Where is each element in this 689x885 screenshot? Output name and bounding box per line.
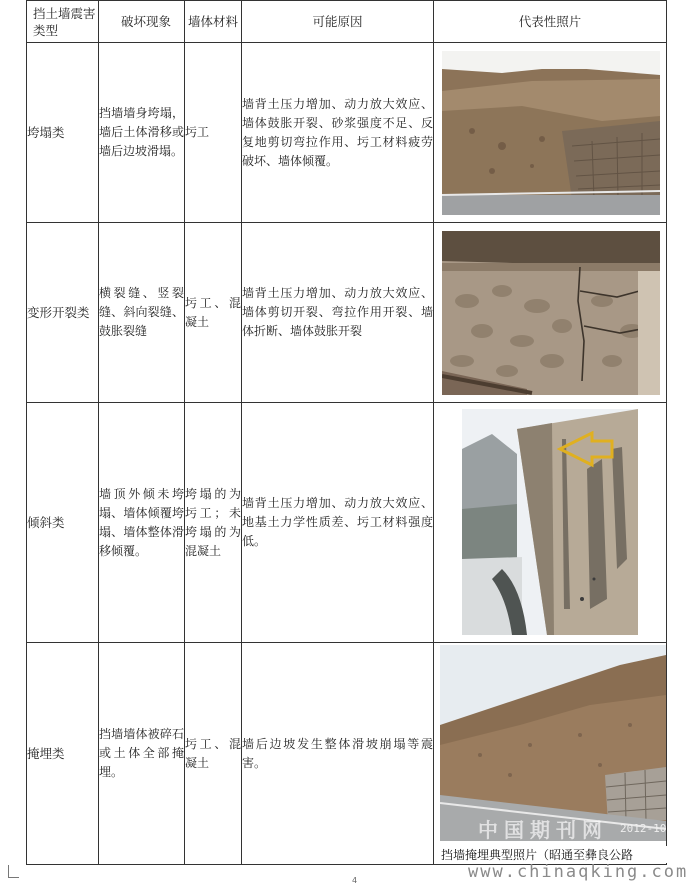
wall-material: 垮塌的为圬工；未垮塌的为混凝土 bbox=[185, 403, 242, 643]
seismic-damage-table bbox=[26, 0, 667, 865]
header-cause: 可能原因 bbox=[242, 1, 434, 43]
table-row bbox=[27, 403, 667, 643]
possible-cause: 墙背土压力增加、动力放大效应、墙体剪切开裂、弯拉作用开裂、墙体折断、墙体鼓胀开裂 bbox=[242, 223, 434, 403]
header-material: 墙体材料 bbox=[185, 1, 242, 43]
header-phenomenon: 破坏现象 bbox=[99, 1, 185, 43]
possible-cause: 墙背土压力增加、动力放大效应、地基土力学性质差、圬工材料强度低。 bbox=[242, 403, 434, 643]
damage-phenomenon: 挡墙墙身垮塌，墙后土体滑移或墙后边坡滑塌。 bbox=[99, 43, 185, 223]
page-mark: 4 bbox=[352, 876, 358, 885]
wall-material: 圬工、混凝土 bbox=[185, 643, 242, 865]
damage-type: 掩埋类 bbox=[27, 643, 99, 865]
possible-cause: 墙后边坡发生整体滑坡崩塌等震害。 bbox=[242, 643, 434, 865]
header-type: 挡土墙震害类型 bbox=[27, 1, 99, 43]
damage-phenomenon: 挡墙墙体被碎石或土体全部掩埋。 bbox=[99, 643, 185, 865]
header-photo: 代表性照片 bbox=[434, 1, 667, 43]
tilt-photo bbox=[434, 403, 667, 643]
watermark-url: www.chinaqking.com bbox=[468, 862, 689, 882]
header-row bbox=[27, 1, 667, 43]
collapse-photo bbox=[434, 43, 667, 223]
wall-material: 圬工、混凝土 bbox=[185, 223, 242, 403]
photo-date-stamp: 2012-10 bbox=[620, 822, 667, 835]
damage-phenomenon: 横裂缝、竖裂缝、斜向裂缝、鼓胀裂缝 bbox=[99, 223, 185, 403]
watermark-chinese: 中国期刊网 bbox=[478, 818, 608, 842]
damage-type: 倾斜类 bbox=[27, 403, 99, 643]
damage-type: 变形开裂类 bbox=[27, 223, 99, 403]
table-row bbox=[27, 223, 667, 403]
damage-type: 垮塌类 bbox=[27, 43, 99, 223]
crack-photo bbox=[434, 223, 667, 403]
possible-cause: 墙背土压力增加、动力放大效应、墙体鼓胀开裂、砂浆强度不足、反复地剪切弯拉作用、圬工材料疲劳破坏、墙体倾覆。 bbox=[242, 43, 434, 223]
table-row bbox=[27, 43, 667, 223]
damage-phenomenon: 墙顶外倾未垮塌、墙体倾覆垮塌、墙体整体滑移倾覆。 bbox=[99, 403, 185, 643]
gutter-mark bbox=[8, 865, 19, 878]
wall-material: 圬工 bbox=[185, 43, 242, 223]
photo-caption: 挡墙掩埋典型照片（昭通至彝良公路 bbox=[441, 846, 671, 863]
